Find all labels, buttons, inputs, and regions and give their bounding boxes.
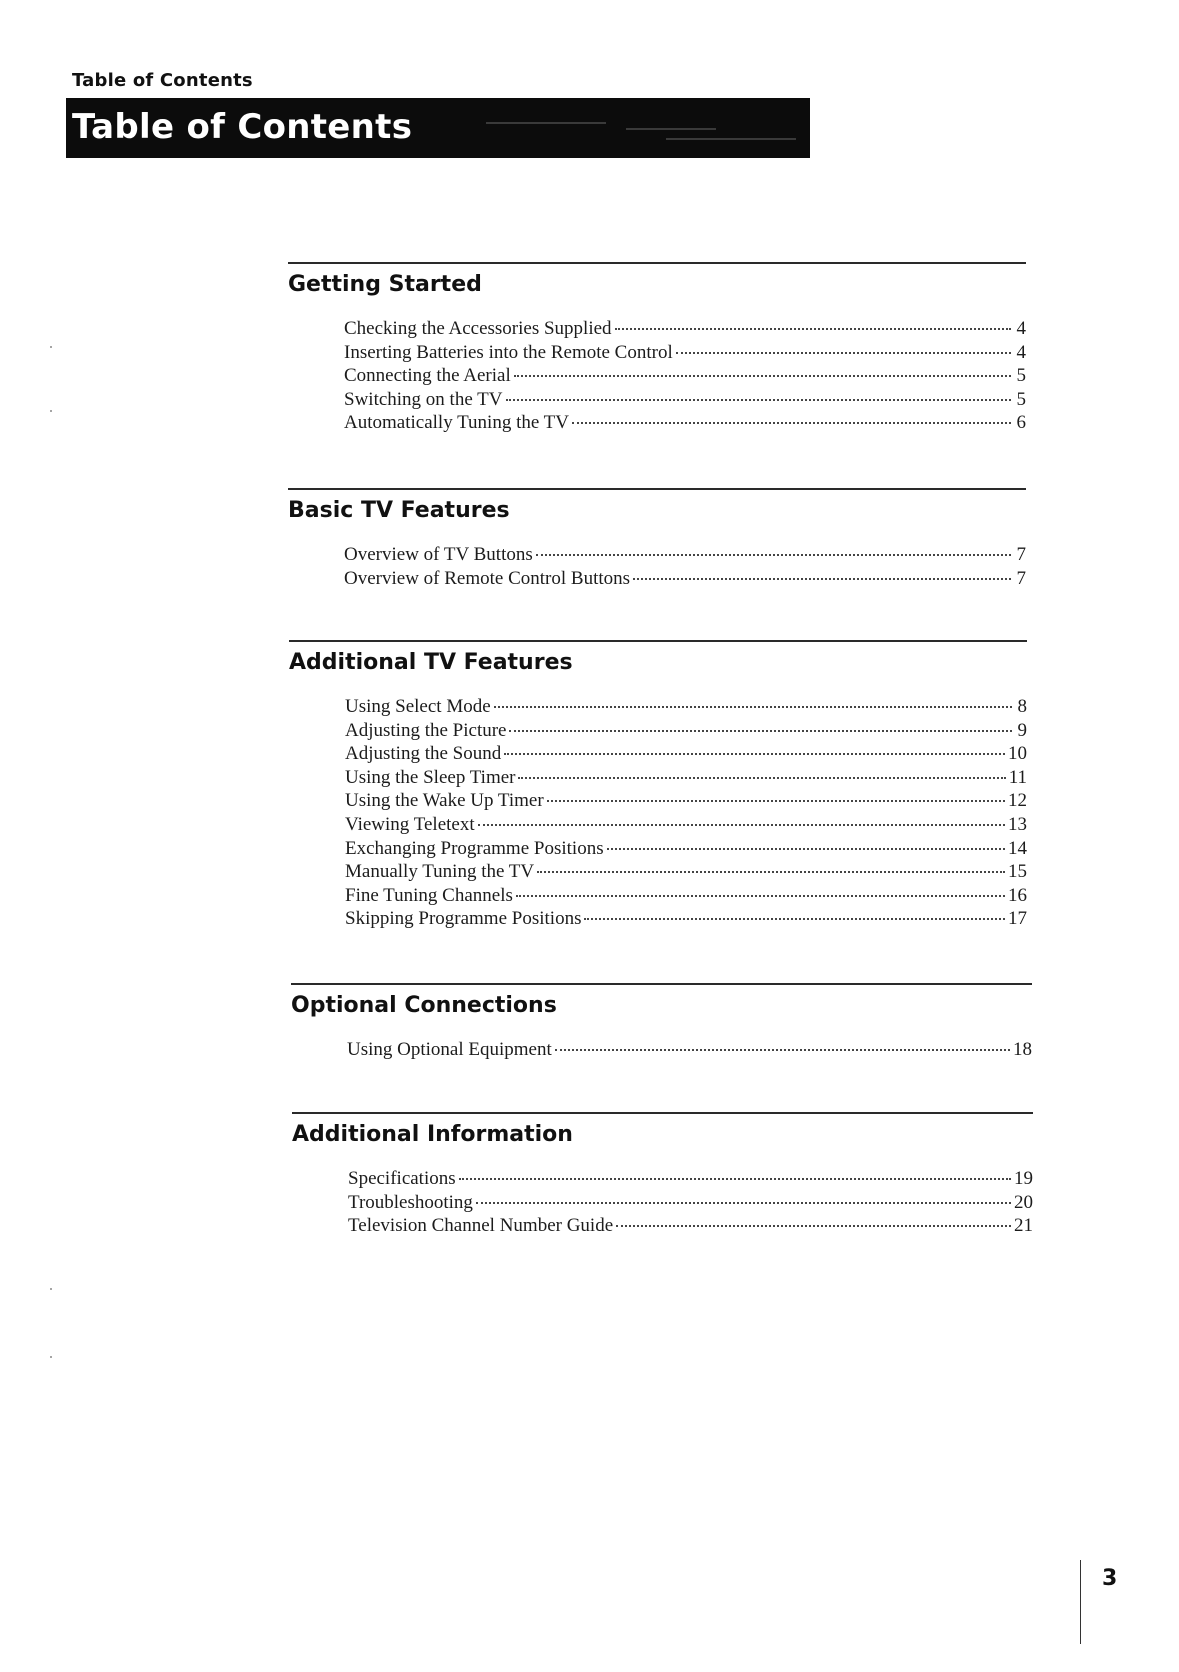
- toc-entry: [344, 365, 1026, 389]
- dot-leader: [537, 871, 1005, 873]
- toc-entry-page: 12: [1008, 790, 1027, 812]
- toc-entry-title: Connecting the Aerial: [344, 365, 511, 387]
- toc-entry-title: Checking the Accessories Supplied: [344, 318, 612, 339]
- toc-entry-page: 18: [1013, 1039, 1032, 1060]
- toc-entry-page: 15: [1008, 861, 1027, 883]
- dot-leader: [518, 777, 1005, 779]
- toc-entry: [344, 544, 1026, 568]
- dot-leader: [607, 848, 1005, 850]
- toc-entry-page: 7: [1016, 567, 1026, 589]
- toc-entry-title: Manually Tuning the TV: [345, 861, 535, 883]
- toc-entry-page: 11: [1008, 766, 1027, 788]
- toc-entry-page: 14: [1008, 837, 1027, 859]
- page-edge-rule: [1080, 1560, 1081, 1644]
- toc-entry-title: Switching on the TV: [344, 388, 503, 410]
- toc-entry-page: 6: [1016, 412, 1026, 434]
- toc-entry: [344, 389, 1026, 413]
- dot-leader: [615, 328, 1011, 330]
- dot-leader: [536, 554, 1011, 556]
- toc-entry-page: 20: [1014, 1191, 1033, 1213]
- toc-entry-page: 5: [1016, 388, 1026, 410]
- toc-entry-page: 19: [1014, 1168, 1033, 1189]
- toc-entry-page: 17: [1008, 908, 1027, 930]
- toc-entry: [345, 743, 1027, 767]
- toc-entry: [347, 1039, 1032, 1063]
- toc-entry: [345, 790, 1027, 814]
- toc-entry-page: 5: [1016, 365, 1026, 387]
- toc-entry: [345, 696, 1027, 720]
- toc-entry-title: Using the Wake Up Timer: [345, 790, 544, 812]
- section-heading: Getting Started: [288, 272, 482, 297]
- page-number: 3: [1102, 1566, 1118, 1591]
- page-title: Table of Contents: [72, 107, 413, 147]
- dot-leader: [572, 422, 1011, 424]
- toc-entry-title: Skipping Programme Positions: [345, 908, 582, 930]
- toc-entry-page: 16: [1008, 884, 1027, 906]
- toc-entry: [344, 318, 1026, 342]
- toc-entry-title: Television Channel Number Guide: [348, 1215, 614, 1237]
- section-heading: Optional Connections: [291, 993, 557, 1018]
- toc-entry: [348, 1192, 1033, 1216]
- scan-speck: [50, 346, 52, 348]
- toc-entry-title: Automatically Tuning the TV: [344, 412, 570, 434]
- dot-leader: [476, 1202, 1011, 1204]
- toc-entry: [345, 767, 1027, 791]
- dot-leader: [509, 730, 1012, 732]
- toc-entry-page: 8: [1017, 696, 1027, 717]
- section-rule: [289, 640, 1027, 642]
- toc-entry: [348, 1215, 1033, 1239]
- toc-entry-page: 10: [1008, 743, 1027, 765]
- toc-entry-title: Using Select Mode: [345, 696, 491, 717]
- toc-entry: [344, 568, 1026, 592]
- dot-leader: [616, 1225, 1011, 1227]
- toc-entry-list: [347, 1039, 1032, 1063]
- section-rule: [288, 262, 1026, 264]
- toc-entry-title: Overview of TV Buttons: [344, 544, 533, 565]
- toc-entry-list: [344, 544, 1026, 591]
- dot-leader: [516, 895, 1005, 897]
- section-heading: Basic TV Features: [288, 498, 510, 523]
- toc-entry-page: 7: [1016, 544, 1026, 565]
- toc-entry-title: Exchanging Programme Positions: [345, 837, 604, 859]
- toc-entry: [345, 838, 1027, 862]
- toc-entry: [345, 720, 1027, 744]
- dot-leader: [506, 399, 1011, 401]
- section-rule: [288, 488, 1026, 490]
- dot-leader: [555, 1049, 1010, 1051]
- dot-leader: [514, 375, 1011, 377]
- toc-entry-page: 4: [1016, 318, 1026, 339]
- toc-entry: [348, 1168, 1033, 1192]
- toc-entry-title: Overview of Remote Control Buttons: [344, 567, 631, 589]
- toc-entry-page: 21: [1014, 1215, 1033, 1237]
- section-heading: Additional TV Features: [289, 650, 573, 675]
- dot-leader: [494, 706, 1012, 708]
- section-heading: Additional Information: [292, 1122, 573, 1147]
- toc-entry-list: [345, 696, 1027, 932]
- dot-leader: [633, 578, 1011, 580]
- scan-speck: [50, 1356, 52, 1358]
- toc-entry-title: Fine Tuning Channels: [345, 884, 513, 906]
- dot-leader: [547, 800, 1005, 802]
- toc-entry: [344, 412, 1026, 436]
- toc-entry-title: Using Optional Equipment: [347, 1039, 552, 1060]
- dot-leader: [584, 918, 1005, 920]
- toc-entry-page: 9: [1017, 719, 1027, 741]
- toc-entry: [345, 814, 1027, 838]
- dot-leader: [478, 824, 1005, 826]
- toc-entry-page: 13: [1008, 813, 1027, 835]
- toc-entry: [345, 908, 1027, 932]
- section-rule: [292, 1112, 1033, 1114]
- toc-entry-title: Using the Sleep Timer: [345, 766, 516, 788]
- toc-entry-title: Inserting Batteries into the Remote Control: [344, 341, 673, 363]
- dot-leader: [504, 753, 1005, 755]
- toc-entry-title: Adjusting the Picture: [345, 719, 507, 741]
- toc-entry: [345, 885, 1027, 909]
- toc-entry-title: Viewing Teletext: [345, 813, 475, 835]
- dot-leader: [676, 352, 1011, 354]
- dot-leader: [459, 1178, 1011, 1180]
- toc-entry-page: 4: [1016, 341, 1026, 363]
- toc-entry-list: [344, 318, 1026, 436]
- toc-entry-title: Specifications: [348, 1168, 456, 1189]
- scan-speck: [50, 410, 52, 412]
- toc-entry: [345, 861, 1027, 885]
- section-rule: [291, 983, 1032, 985]
- toc-entry: [344, 342, 1026, 366]
- running-head: Table of Contents: [72, 70, 253, 91]
- scan-speck: [50, 1288, 52, 1290]
- toc-entry-title: Adjusting the Sound: [345, 743, 502, 765]
- toc-entry-title: Troubleshooting: [348, 1191, 473, 1213]
- toc-entry-list: [348, 1168, 1033, 1239]
